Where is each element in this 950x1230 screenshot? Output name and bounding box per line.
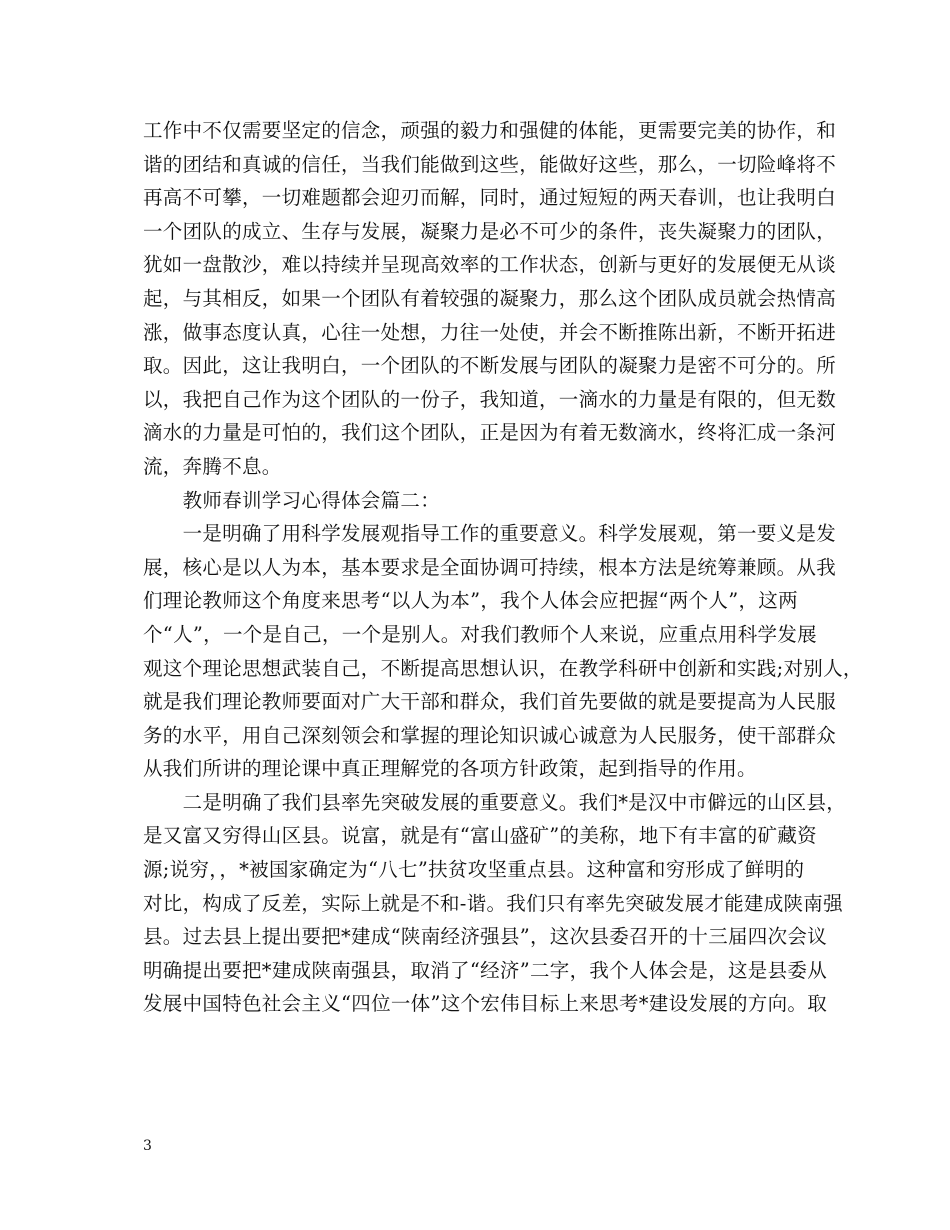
page-number: 3 (143, 1138, 152, 1154)
text-line: 滴水的力量是可怕的，我们这个团队，正是因为有着无数滴水，终将汇成一条河 (143, 421, 837, 445)
text-line: 们理论教师这个角度来思考“以人为本”，我个人体会应把握“两个人”，这两 (143, 589, 798, 613)
text-line: 源;说穷，，*被国家确定为“八七”扶贫攻坚重点县。这种富和穷形成了鲜明的 (143, 858, 805, 882)
text-line: 是又富又穷得山区县。说富，就是有“富山盛矿”的美称，地下有丰富的矿藏资 (143, 824, 817, 848)
text-line: 二是明确了我们县率先突破发展的重要意义。我们*是汉中市僻远的山区县， (143, 790, 847, 814)
text-line: 以，我把自己作为这个团队的一份子，我知道，一滴水的力量是有限的，但无数 (143, 387, 837, 411)
text-line: 谐的团结和真诚的信任，当我们能做到这些，能做好这些，那么，一切险峰将不 (143, 152, 837, 176)
text-line: 发展中国特色社会主义“四位一体”这个宏伟目标上来思考*建设发展的方向。取 (143, 992, 827, 1016)
text-line: 务的水平，用自己深刻领会和掌握的理论知识诚心诚意为人民服务，使干部群众 (143, 723, 837, 747)
text-line: 一个团队的成立、生存与发展，凝聚力是必不可少的条件，丧失凝聚力的团队， (143, 219, 837, 243)
text-line: 再高不可攀，一切难题都会迎刃而解，同时，通过短短的两天春训，也让我明白 (143, 186, 837, 210)
text-line: 一是明确了用科学发展观指导工作的重要意义。科学发展观，第一要义是发 (143, 522, 837, 546)
text-line: 展，核心是以人为本，基本要求是全面协调可持续，根本方法是统筹兼顾。从我 (143, 555, 837, 579)
text-line: 从我们所讲的理论课中真正理解党的各项方针政策，起到指导的作用。 (143, 757, 757, 781)
text-line: 犹如一盘散沙，难以持续并呈现高效率的工作状态，创新与更好的发展便无从谈 (143, 253, 837, 277)
text-line: 工作中不仅需要坚定的信念，顽强的毅力和强健的体能，更需要完美的协作，和 (143, 119, 837, 142)
section-heading: 教师春训学习心得体会篇二： (143, 488, 441, 512)
text-line: 对比，构成了反差，实际上就是不和-谐。我们只有率先突破发展才能建成陕南强 (143, 891, 843, 915)
text-line: 个“人”，一个是自己，一个是别人。对我们教师个人来说，应重点用科学发展 (143, 622, 817, 646)
text-line: 县。过去县上提出要把*建成“陕南经济强县”，这次县委召开的十三届四次会议 (143, 925, 827, 949)
text-line: 取。因此，这让我明白，一个团队的不断发展与团队的凝聚力是密不可分的。所 (143, 354, 837, 378)
text-line: 起，与其相反，如果一个团队有着较强的凝聚力，那么这个团队成员就会热情高 (143, 286, 837, 310)
text-line: 观这个理论思想武装自己，不断提高思想认识，在教学科研中创新和实践;对别人， (143, 656, 863, 680)
text-line: 就是我们理论教师要面对广大干部和群众，我们首先要做的就是要提高为人民服 (143, 690, 837, 714)
text-line: 明确提出要把*建成陕南强县，取消了“经济”二字，我个人体会是，这是县委从 (143, 958, 827, 982)
body-text (143, 114, 863, 1021)
text-line: 涨，做事态度认真，心往一处想，力往一处使，并会不断推陈出新，不断开拓进 (143, 320, 837, 344)
text-line: 流，奔腾不息。 (143, 454, 282, 478)
